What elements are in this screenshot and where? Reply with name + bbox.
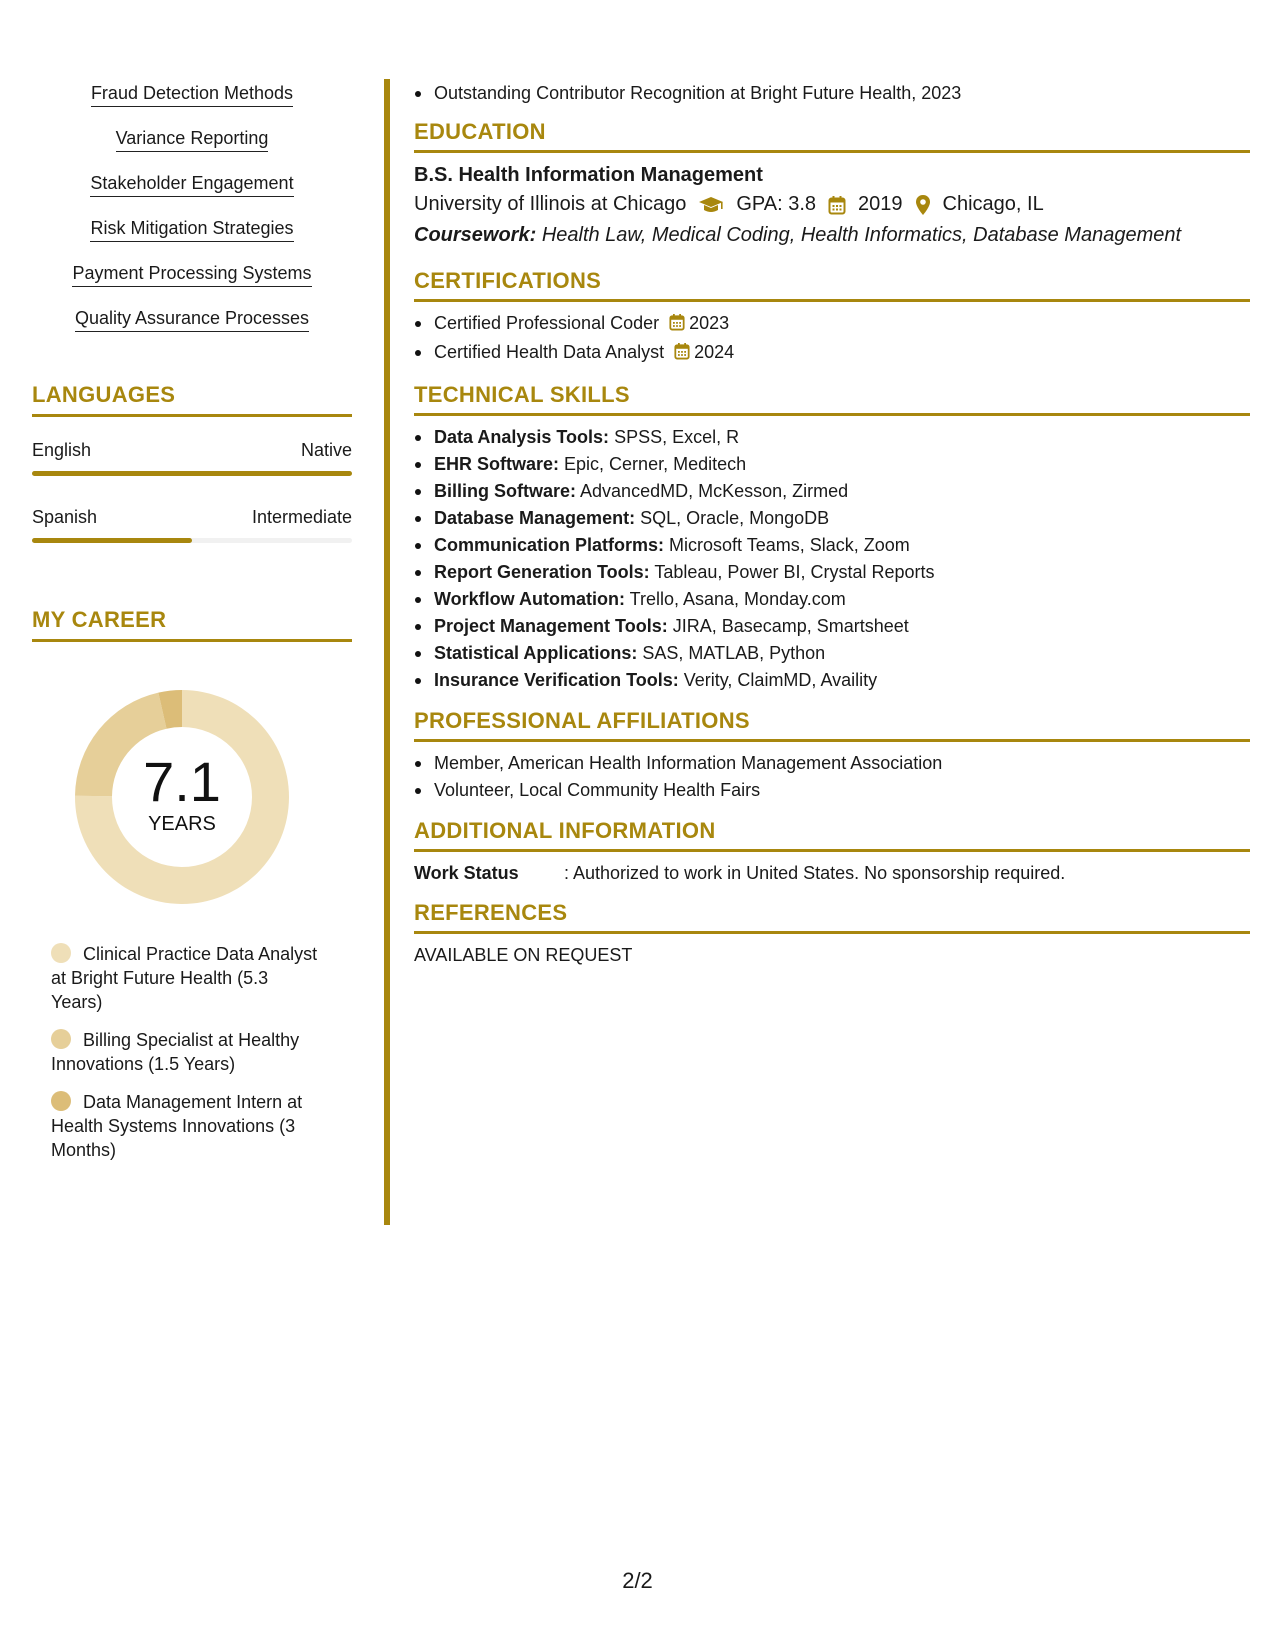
technical-skills-list [414, 416, 1250, 694]
languages-section [32, 382, 352, 543]
technical-skill-item [414, 478, 1250, 505]
skill-category: EHR Software: [434, 454, 560, 474]
additional-info-title: ADDITIONAL INFORMATION [414, 818, 1250, 852]
education-section [414, 119, 1250, 251]
legend-item [51, 942, 321, 1014]
skill-item [32, 307, 352, 352]
skill-category: Report Generation Tools: [434, 562, 650, 582]
page-number: 2/2 [622, 1568, 653, 1593]
skill-tag: Stakeholder Engagement [90, 172, 293, 197]
skill-category: Insurance Verification Tools: [434, 670, 679, 690]
gpa: GPA: 3.8 [736, 193, 817, 215]
skill-values: Trello, Asana, Monday.com [629, 589, 846, 609]
certification-item [414, 310, 1250, 339]
skill-item [32, 217, 352, 262]
left-column [32, 82, 352, 1176]
skill-item [32, 127, 352, 172]
language-level: Intermediate [251, 507, 352, 527]
school-location: Chicago, IL [942, 193, 1044, 215]
language-name: English [32, 440, 92, 460]
legend-item [51, 1090, 321, 1162]
language-item [32, 506, 352, 543]
affiliations-title: PROFESSIONAL AFFILIATIONS [414, 708, 1250, 742]
language-name: Spanish [32, 507, 98, 527]
technical-skills-section [414, 382, 1250, 694]
graduation-cap-icon [698, 195, 724, 215]
language-level: Native [300, 440, 352, 460]
skill-tag: Fraud Detection Methods [91, 82, 293, 107]
coursework [414, 220, 1250, 251]
award-item: Outstanding Contributor Recognition at Bright Future Health, 2023 [414, 80, 1250, 107]
career-legend [51, 942, 321, 1162]
certifications-section [414, 268, 1250, 368]
skill-category: Data Analysis Tools: [434, 427, 610, 447]
location-pin-icon [915, 194, 931, 216]
skill-category: Workflow Automation: [434, 589, 625, 609]
career-section [32, 607, 352, 1162]
references-text: AVAILABLE ON REQUEST [414, 945, 633, 965]
legend-dot [51, 1029, 71, 1049]
degree-name: B.S. Health Information Management [414, 164, 763, 186]
skill-category: Project Management Tools: [434, 616, 668, 636]
legend-label: Data Management Intern at Health Systems Innovations (3 Months) [51, 1092, 303, 1160]
references-title: REFERENCES [414, 900, 1250, 934]
legend-dot [51, 943, 71, 963]
career-donut-chart [67, 682, 297, 912]
work-status-row [414, 860, 1250, 886]
certification-name: Certified Professional Coder [434, 313, 660, 333]
skill-tag: Quality Assurance Processes [75, 307, 309, 332]
certifications-list [414, 302, 1250, 368]
skill-category: Communication Platforms: [434, 535, 665, 555]
coursework-list: Health Law, Medical Coding, Health Informatics, Database Management [541, 224, 1182, 246]
career-title: MY CAREER [32, 607, 352, 642]
skill-values: SPSS, Excel, R [614, 427, 740, 447]
career-total-value: 7.1 [143, 750, 221, 813]
technical-skill-item [414, 613, 1250, 640]
technical-skill-item [414, 451, 1250, 478]
right-column [414, 80, 1250, 968]
work-status-label: Work Status [414, 863, 519, 883]
technical-skill-item [414, 640, 1250, 667]
skill-tag: Variance Reporting [116, 127, 269, 152]
language-bar-track [32, 538, 352, 543]
column-divider [384, 79, 390, 1225]
skill-values: SQL, Oracle, MongoDB [640, 508, 830, 528]
language-item [32, 439, 352, 476]
skill-values: Microsoft Teams, Slack, Zoom [669, 535, 910, 555]
additional-info-section [414, 818, 1250, 886]
skill-values: AdvancedMD, McKesson, Zirmed [580, 481, 849, 501]
technical-skill-item [414, 586, 1250, 613]
calendar-icon [828, 195, 846, 215]
education-details [414, 189, 1250, 220]
certifications-title: CERTIFICATIONS [414, 268, 1250, 302]
skill-item [32, 172, 352, 217]
skill-category: Statistical Applications: [434, 643, 638, 663]
calendar-icon [669, 312, 685, 339]
references-section [414, 900, 1250, 968]
legend-dot [51, 1091, 71, 1111]
career-total [67, 752, 297, 836]
skill-item [32, 262, 352, 307]
skill-tag: Payment Processing Systems [72, 262, 311, 287]
skill-item [32, 82, 352, 127]
work-status-value: : Authorized to work in United States. No sponsorship required. [564, 863, 1066, 883]
language-bar-track [32, 471, 352, 476]
language-bar-fill [32, 538, 192, 543]
skill-tag: Risk Mitigation Strategies [90, 217, 293, 242]
technical-skill-item [414, 559, 1250, 586]
graduation-year: 2019 [858, 193, 903, 215]
affiliations-section [414, 708, 1250, 804]
certification-year: 2024 [694, 342, 735, 362]
certification-year: 2023 [689, 313, 730, 333]
skill-category: Database Management: [434, 508, 636, 528]
affiliation-item: Member, American Health Information Management Association [414, 750, 1250, 777]
skill-values: Tableau, Power BI, Crystal Reports [654, 562, 935, 582]
affiliations-list [414, 742, 1250, 804]
education-title: EDUCATION [414, 119, 1250, 153]
skill-values: JIRA, Basecamp, Smartsheet [672, 616, 909, 636]
calendar-icon [674, 341, 690, 368]
coursework-label: Coursework: [414, 224, 537, 246]
languages-title: LANGUAGES [32, 382, 352, 417]
technical-skill-item [414, 667, 1250, 694]
technical-skill-item [414, 505, 1250, 532]
affiliation-item: Volunteer, Local Community Health Fairs [414, 777, 1250, 804]
technical-skill-item [414, 532, 1250, 559]
career-total-unit: YEARS [148, 813, 216, 835]
legend-item [51, 1028, 321, 1076]
skills-list [32, 82, 352, 352]
skill-values: Epic, Cerner, Meditech [564, 454, 747, 474]
skill-values: Verity, ClaimMD, Availity [683, 670, 878, 690]
skill-category: Billing Software: [434, 481, 577, 501]
certification-item [414, 339, 1250, 368]
certification-name: Certified Health Data Analyst [434, 342, 665, 362]
skill-values: SAS, MATLAB, Python [642, 643, 826, 663]
school-name: University of Illinois at Chicago [414, 193, 687, 215]
language-bar-fill [32, 471, 352, 476]
legend-label: Clinical Practice Data Analyst at Bright Future Health (5.3 Years) [51, 944, 318, 1012]
technical-skills-title: TECHNICAL SKILLS [414, 382, 1250, 416]
awards-list [414, 80, 1250, 107]
technical-skill-item [414, 424, 1250, 451]
legend-label: Billing Specialist at Healthy Innovations (1.5 Years) [51, 1030, 300, 1074]
